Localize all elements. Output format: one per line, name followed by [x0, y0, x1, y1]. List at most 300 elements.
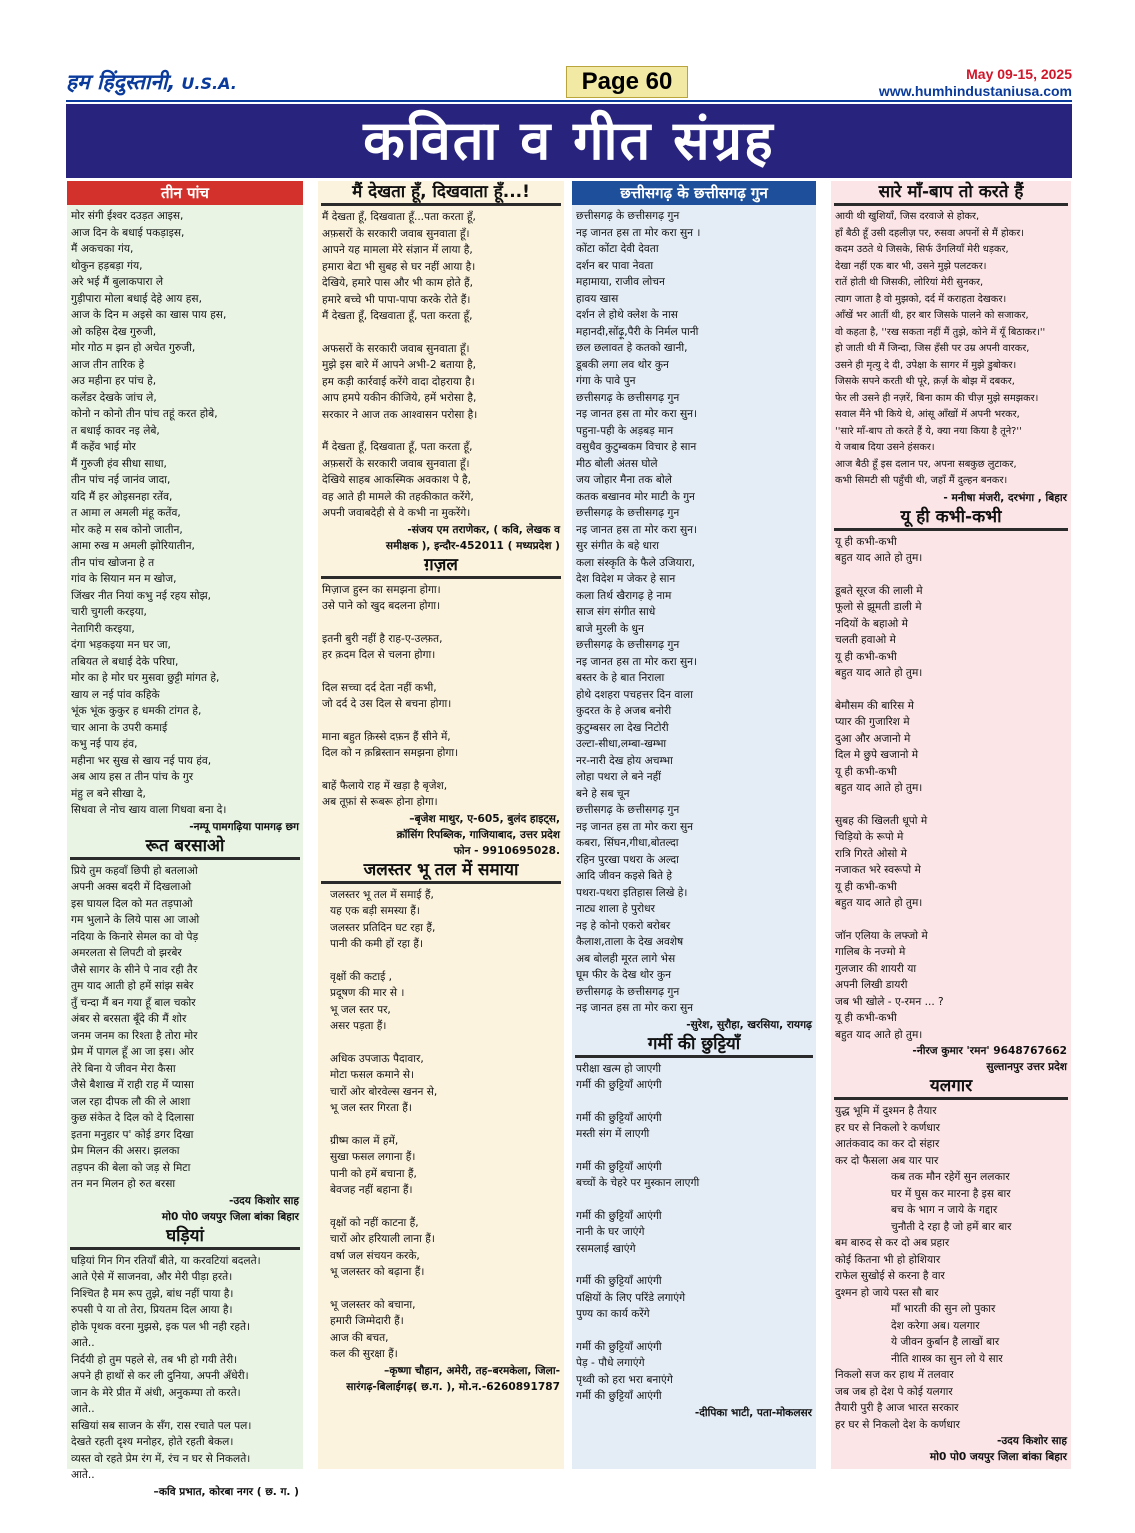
poem-line: आमा रुख म अमली झोरियातीन,	[71, 540, 195, 552]
poem-line: हाँ बैठी हूँ उसी दहलीज़ पर, रुसवा अपनों से मैं होकर।	[835, 227, 1024, 239]
poem-line: कला तिर्थ खैरागढ़ हे नाम	[576, 589, 672, 602]
poem-line: गर्मी की छुट्टियाँ आएंगी	[576, 1340, 662, 1353]
poem-line: खाय ल नई पांव कहिके	[71, 688, 160, 701]
poem-line: मैं गुरुजी हंव सीधा साधा,	[71, 457, 167, 470]
poem-line: उसे पाने को खुद बदलना होगा।	[322, 600, 441, 612]
poem-line: मैं कहेंव भाई मोर	[71, 441, 136, 453]
poem-line: आते..	[71, 1337, 95, 1349]
poem-line	[330, 1117, 560, 1133]
poem-line: भू जल स्तर गिरता हैं।	[330, 1102, 412, 1114]
poem-author: - मनीषा मंजरी, दरभंगा , बिहार	[943, 491, 1067, 504]
poem-line: अपने ही हाथों से कर ली दुनिया, अपनी अँधेरी।	[71, 1370, 249, 1382]
poem-title: छत्तीसगढ़ के छत्तीसगढ़ गुन	[572, 181, 816, 205]
poem-author-address: समीक्षक ), इन्दौर-452011 ( मध्यप्रदेश )	[385, 539, 560, 552]
poem-line: प्रेम में पागल हूँ आ जा इस। ओर	[71, 1046, 194, 1058]
poem-line: गर्मी की छुट्टियाँ आएंगी	[576, 1275, 662, 1287]
poem-line: हमारा बेटा भी सुबह से घर नहीं आया है।	[322, 260, 476, 273]
poem-line: छल छलावत हे कतको खानी,	[576, 342, 688, 354]
poem-line: मीठ बोली अंतस घोले	[576, 457, 658, 470]
poem-body	[831, 531, 1071, 1044]
poem-line: कभु नई पाय हंव,	[71, 738, 138, 750]
poem-line: भू जल स्तर पर,	[330, 1003, 391, 1016]
poem-line: प्रिये तुम कहवाँ छिपी हो बतलाओ	[71, 864, 198, 877]
poem-line: बाहें फैलाये राह में खड़ा है बृजेश,	[322, 779, 448, 792]
poem-line: तीन पांच नई जानंव जादा,	[71, 474, 171, 486]
poem-line: गुलजार की शायरी या	[835, 962, 917, 975]
poem-line: चुनौती दे रहा है जो हमें बार बार	[891, 1220, 1012, 1233]
poem-line: अपनी जवाबदेही से वे कभी ना मुकरेंगे।	[322, 507, 471, 519]
poem-line: मोर गोठ म झन हो अचेत गुरुजी,	[71, 342, 196, 354]
poem-author-address: सारंगढ़-बिलाईगढ़( छ.ग. ), मो.न.-6260891787	[346, 1380, 560, 1393]
poem-line: सिधवा ले नोच खाय वाला गिधवा बना दे।	[71, 804, 227, 816]
poem-line: कोई कितना भी हो होशियार	[835, 1253, 941, 1266]
column-2	[318, 181, 564, 1469]
poem-line: वो कहता है, ''रख सकता नहीं मैं तुझे, कोने में यूँ बिठाकर।''	[835, 326, 1046, 338]
poem-author: –बृजेश माथुर, ए-605, बुलंद हाइट्स,	[409, 812, 560, 825]
poem-line: नइ जानत हस ता मोर करा सुन ।	[576, 226, 701, 239]
poem-author: -संजय एम तराणेकर, ( कवि, लेखक व	[407, 523, 560, 536]
poem-line: कोनो न कोनो तीन पांच तहूं करत होबे,	[71, 408, 218, 420]
poem-line: तीन पांच खोजना हे त	[71, 556, 155, 569]
poem-line: कुटुम्बसर ला देख निटोरी	[576, 721, 669, 734]
poem-line: बच्चों के चेहरे पर मुस्कान लाएगी	[576, 1177, 700, 1189]
poem-title: गर्मी की छुट्टियाँ	[575, 1033, 813, 1058]
poem-line: छत्तीसगढ़ के छत्तीसगढ़ गुन	[576, 210, 680, 222]
poem-line: त आमा ल अमली मंहू कतेंव,	[71, 507, 181, 519]
poem-line	[835, 797, 1067, 813]
poem-line: छत्तीसगढ़ के छत्तीसगढ़ गुन	[576, 391, 680, 404]
section-banner: कविता व गीत संग्रह	[66, 104, 1072, 178]
poem-line: साज संग संगीत साधे	[576, 606, 656, 618]
poem-line: चारों ओर बोरवेल्स खनन से,	[330, 1085, 438, 1098]
poem-line: हमारे बच्चे भी पापा-पापा करके रोते हैं।	[322, 293, 471, 306]
poem-line: कब तक मौन रहेगें सुन ललकार	[891, 1171, 1010, 1183]
poem-line: आते..	[71, 1469, 95, 1481]
poem-line: महानदी,सोंढ़ू,पैरी के निर्मल पानी	[576, 325, 699, 338]
poem-author-address: सुल्तानपुर उत्तर प्रदेश	[986, 1061, 1067, 1073]
poem-title: यू ही कभी-कभी	[834, 506, 1068, 531]
poem-author: -दीपिका भाटी, पता-मोकलसर	[694, 1406, 812, 1419]
poem-line: तुम याद आती हो हमें सांझ सबेर	[71, 980, 194, 992]
poem-line: प्रदूषण की मार से ।	[330, 987, 405, 999]
poem-line: कल की सुरक्षा हैं।	[330, 1348, 398, 1360]
poem-line: गुड़ीपारा मोला बधाई देहे आय हस,	[71, 292, 202, 305]
poem-line: कला संस्कृति के फैले उजियारा,	[576, 556, 695, 569]
poem-line: जब भी खोले - ए-रमन ... ?	[835, 995, 944, 1008]
poem-line: आपने यह मामला मेरे संज्ञान में लाया है,	[322, 244, 473, 256]
poem-line: बम बारुद से कर दो अब प्रहार	[835, 1237, 950, 1249]
poem-line: छत्तीसगढ़ के छत्तीसगढ़ गुन	[576, 985, 680, 998]
poem-line: दर्शन ले होथे क्लेश के नास	[576, 309, 678, 321]
poem-line: तन मन मिलन हो रुत बरसा	[71, 1178, 176, 1190]
poem-author-phone: फोन - 9910695028.	[453, 844, 560, 857]
poem-line: सुबह की खिलती धूपो मे	[835, 814, 928, 827]
date-block	[879, 66, 1072, 99]
poem-line: हम कड़ी कार्रवाई करेंगे वादा दोहराया है।	[322, 375, 475, 388]
poem-line: अमरलता से लिपटी वो झरबेर	[71, 947, 182, 959]
poem-line: मैं देखता हूँ, दिखवाता हूँ, पता करता हूँ,	[322, 310, 473, 322]
poem-line: हमारी जिम्मेदारी हैं।	[330, 1315, 404, 1327]
column-3	[572, 181, 816, 1469]
header-rule	[66, 100, 1072, 102]
poem-line: हावय खास	[576, 292, 619, 305]
poem-line: आते..	[71, 1403, 95, 1415]
poem-line: नइ जानत हस ता मोर करा सुन	[576, 1002, 694, 1014]
poem-line: आप हमपे यकीन कीजिये, हमें भरोसा है,	[322, 392, 477, 404]
masthead-usa: U.S.A.	[181, 74, 237, 93]
poem-line: मस्ती संग में लाएगी	[576, 1128, 650, 1140]
poem-line: दिल सच्चा दर्द देता नहीं कभी,	[322, 681, 437, 694]
poem-body	[318, 884, 564, 1363]
poem-line: दुश्मन हो जाये पस्त सौ बार	[835, 1286, 939, 1299]
poem-line: पानी की कमी हों रहा हैं।	[330, 938, 424, 950]
poem-line: मंहु ल बने सीखा दे,	[71, 787, 146, 800]
poem-body	[831, 1100, 1071, 1433]
poem-line: सुर संगीत के बहे धारा	[576, 540, 660, 552]
poem-line: ग्रीष्म काल में हमें,	[330, 1134, 399, 1147]
poem-line: वर्षा जल संचयन करके,	[330, 1249, 420, 1262]
poem-line: दर्शन बर पावा नेवता	[576, 259, 654, 272]
issue-date: May 09-15, 2025	[966, 66, 1072, 82]
poem-line: अपनी अक्स बदरी में दिखलाओ	[71, 881, 192, 893]
poem-body	[572, 1058, 816, 1405]
poem-line: गम भुलाने के लिये पास आ जाओ	[71, 914, 200, 926]
poem-line: रुपसी पे या तो तेरा, प्रियतम दिल आया है।	[71, 1304, 233, 1316]
poem-line: रातें होती थी जिसकी, लोरियां मेरी सुनकर,	[835, 277, 984, 288]
poem-line: बहुत याद आते हो तुम।	[835, 552, 923, 564]
page-number: Page 60	[566, 66, 688, 98]
poem-line: तैयारी पुरी है आज भारत सरकार	[835, 1402, 959, 1414]
poem-line: पानी को हमें बचाना हैं,	[330, 1167, 417, 1180]
poem-author-address: मो0 पो0 जयपुर जिला बांका बिहार	[161, 1210, 299, 1223]
poem-line: यू ही कभी-कभी	[835, 880, 897, 893]
poem-line: निकलो सज कर हाथ में तलवार	[835, 1369, 954, 1381]
poem-line: नइ हे कोनो एकरो बरोबर	[576, 919, 671, 932]
poem-line: हर घर से निकलो देश के कर्णधार	[835, 1418, 960, 1431]
poem-line: बहुत याद आते हो तुम।	[835, 667, 923, 679]
poem-line: व्यस्त वो रहते प्रेम रंग में, रंच न घर से निकलते।	[71, 1452, 251, 1465]
poem-line: जिंखर नीत नियां कभु नई रहय सोझ,	[71, 589, 212, 602]
poem-title: मैं देखता हूँ, दिखवाता हूँ...!	[321, 181, 561, 206]
poem-author: –कृष्णा चौहान, अमेरी, तह–बरमकेला, जिला-	[384, 1364, 560, 1377]
poem-line: मैं देखता हूँ, दिखवाता हूँ, पता करता हूँ,	[322, 441, 473, 453]
poem-line: वसुधैव कुटुम्बकम विचार हे सान	[576, 441, 697, 453]
poem-line: रात्रि गिरते ओसो मे	[835, 847, 907, 860]
poem-line: अब आय हस त तीन पांच के गुर	[71, 771, 194, 783]
poem-line: नदियों के बहाओ मे	[835, 617, 908, 630]
masthead	[66, 68, 237, 96]
poem-line: घूम फीर के देख थोर कुन	[576, 969, 671, 981]
poem-line: रहिन पुरखा पथरा के अल्दा	[576, 853, 679, 866]
poem-line: डूबकी लगा लव थोर कुन	[576, 358, 669, 371]
poem-line: यू ही कभी-कभी	[835, 1012, 897, 1024]
poem-line: इतनी बुरी नहीं है राह-ए-उल्फ़त,	[322, 632, 443, 645]
poem-line: नजाकत भरे स्वरूपो मे	[835, 864, 921, 876]
poem-line: छत्तीसगढ़ के छत्तीसगढ़ गुन	[576, 804, 680, 816]
poem-line: त बधाई कावर नइ लेबे,	[71, 424, 160, 437]
poem-line: पुण्य का कार्य करेंगे	[576, 1308, 650, 1320]
poem-line: आते ऐसे में साजनवा, और मेरी पीड़ा हरते।	[71, 1271, 233, 1283]
poem-line: कबरा, सिंघन,गीधा,बोतल्दा	[576, 837, 679, 849]
poem-line: गर्मी की छुट्टियाँ आएंगी	[576, 1079, 662, 1091]
poem-line: आज बैठी हूँ इस दलान पर, अपना सबकुछ लुटाकर,	[835, 458, 1017, 470]
poem-line: कैलाश,ताला के देख अवशेष	[576, 936, 684, 948]
poem-line: उल्टा-सीधा,लम्बा-खम्भा	[576, 738, 667, 750]
poem-line: मोर का हे मोर घर मुसवा छुट्टी मांगत हे,	[71, 672, 220, 684]
poem-line: नानी के घर जाएंगे	[576, 1226, 645, 1238]
poem-line: तड़पन की बेला को जड़ से मिटा	[71, 1161, 191, 1174]
poem-line: थोकुन हड़बड़ा गंय,	[71, 259, 143, 272]
poem-title: तीन पांच	[67, 181, 303, 205]
poem-line: जॉन एलिया के लफ्जो मे	[835, 929, 928, 942]
poem-line: घड़ियां गिन गिन रतियाँ बीते, या करवटियां बदलते।	[71, 1254, 261, 1267]
poem-line: बहुत याद आते हो तुम।	[835, 897, 923, 909]
poem-line: देखिये, हमारे पास और भी काम होते हैं,	[322, 277, 474, 289]
poem-line: भूंक भूंक कुकुर ह धमकी टांगत हे,	[71, 705, 202, 717]
poem-title: ग़ज़ल	[321, 554, 561, 579]
poem-line: उसने ही मृत्यु दे दी, उपेक्षा के सागर में मुझे डुबोकर।	[835, 359, 1017, 371]
website-link[interactable]: www.humhindustaniusa.com	[878, 83, 1072, 99]
poem-title: सारे माँ-बाप तो करते हैं	[834, 181, 1068, 206]
poem-line: हर क़दम दिल से चलना होगा।	[322, 649, 436, 661]
poem-line: अफसरों के सरकारी जवाब सुनवाता हूँ।	[322, 342, 470, 355]
poem-author-address: क्रॉसिंग रिपब्लिक, गाजियाबाद, उत्तर प्रदेश	[396, 828, 560, 841]
poem-body	[318, 579, 564, 811]
poem-title: यलगार	[834, 1075, 1068, 1100]
poem-line: तुँ चन्दा मैं बन गया हूँ बाल चकोर	[71, 996, 196, 1009]
poem-line: गालिब के नज्मो मे	[835, 946, 906, 958]
poem-line: देश विदेश म जेकर हे सान	[576, 573, 676, 585]
poem-body	[67, 1250, 303, 1484]
poem-line: युद्ध भूमि में दुश्मन है तैयार	[835, 1105, 937, 1117]
poem-line: ये जीवन कुर्बान है लाखों बार	[891, 1336, 1000, 1348]
poem-line: अब तूफ़ां से रूबरू होना होगा।	[322, 796, 438, 808]
poem-line: रसमलाई खाएंगे	[576, 1242, 636, 1255]
poem-line: अउ महीना हर पांच हे,	[71, 375, 157, 387]
poem-line: बस्तर के हे बात निराला	[576, 672, 665, 684]
poem-line: वृक्षों को नहीं काटना हैं,	[330, 1216, 419, 1229]
poem-line: आज दिन के बधाई पकड़ाइस,	[71, 226, 185, 239]
poem-line: चार आना के उपरी कमाई	[71, 721, 168, 734]
poem-line: मोटा फसल कमाने से।	[330, 1069, 415, 1081]
poem-line: चिड़ियो के रूपो मे	[835, 831, 904, 843]
poem-line	[322, 423, 560, 439]
poem-line: दिल को न क़ब्रिस्तान समझना होगा।	[322, 747, 459, 759]
poem-line: जय जोहार मैना तक बोले	[576, 474, 672, 486]
poem-line: मैं देखता हूँ, दिखवाता हूँ...पता करता हूँ,	[322, 211, 476, 223]
poem-line: इतना मनुहार प' कोई डगर दिखा	[71, 1128, 194, 1141]
poem-author: -उदय किशोर साह	[228, 1194, 299, 1207]
poem-line: बेवजह नहीं बहाना हैं।	[330, 1184, 413, 1196]
poem-line: अफ़सरों के सरकारी जवाब सुनवाता हूँ।	[322, 227, 470, 240]
poem-line: हो जाती थी मैं जिन्दा, जिस हँसी पर उम्र अपनी वारकर,	[835, 343, 1030, 354]
poem-title: जलस्तर भू तल में समाया	[321, 859, 561, 884]
poem-line: असर पड़ता हैं।	[330, 1020, 387, 1032]
poem-line: सुखा फसल लगाना हैं।	[330, 1151, 416, 1163]
poem-line: नइ जानत हस ता मोर करा सुन।	[576, 655, 698, 668]
poem-body	[831, 206, 1071, 490]
poem-line: निश्चित है मम रूप तुझे, बांध नहीं पाया है।	[71, 1287, 234, 1300]
poem-line	[330, 1199, 560, 1215]
poem-line: यदि मैं हर ओइसनहा रतेंव,	[71, 490, 173, 503]
poem-line: जैसे बैशाख में राही राह में प्यासा	[71, 1079, 194, 1091]
poem-author-address: मो0 पो0 जयपुर जिला बांका बिहार	[929, 1451, 1067, 1463]
poem-line: भू जलस्तर को बढ़ाना हैं।	[330, 1266, 425, 1278]
poem-line	[835, 682, 1067, 698]
poem-line: दिल मे छुपे खजानो मे	[835, 749, 919, 761]
poem-line: कभी सिमटी सी पहुँची थी, जहाँ मैं दुल्हन बनकर।	[835, 475, 1008, 486]
poem-line: मैं अकचका गंय,	[71, 243, 134, 255]
poem-line: लोहा पथरा ले बने नहीं	[576, 771, 661, 783]
poem-line: आयी थी खुशियाँ, जिस दरवाजे से होकर,	[835, 211, 980, 222]
poem-line	[330, 953, 560, 969]
poem-line	[322, 325, 560, 341]
poem-line: अब बोलही मूरत लागे भेस	[576, 952, 676, 965]
poem-line: नेतागिरी करइया,	[71, 622, 135, 635]
column-1	[67, 181, 303, 1498]
poem-line: कदम उठते थे जिसके, सिर्फ उँगलियाँ मेरी धड़कर,	[835, 244, 1009, 255]
poem-line: होथे दशहरा पचहत्तर दिन वाला	[576, 688, 693, 701]
poem-line: पहुना-पही के अड़बड़ मान	[576, 424, 674, 437]
poem-line: छत्तीसगढ़ के छत्तीसगढ़ गुन	[576, 639, 680, 651]
poem-line	[330, 1035, 560, 1051]
poem-line: मोर कहे म सब कोनो जातीन,	[71, 523, 183, 536]
poem-line: कतक बखानव मोर माटी के गुन	[576, 490, 695, 503]
poem-line: कोंटा कोंटा देवी देवता	[576, 243, 659, 255]
poem-line: बेमौसम की बारिस मे	[835, 699, 914, 712]
poem-line: जब जब हो देश पे कोई यलगार	[835, 1385, 953, 1398]
poem-line	[322, 615, 560, 631]
poem-line: बच के भाग न जाये के गद्दार	[891, 1204, 998, 1216]
poem-line: चारी चुगली करइया,	[71, 606, 147, 618]
poem-line: बाजे मुरली के धुन	[576, 622, 644, 635]
poem-line: तबियत ले बधाई देके परिघा,	[71, 655, 179, 668]
poem-author: -नीरज कुमार 'रमन' 9648767662	[912, 1045, 1067, 1057]
poem-body	[67, 860, 303, 1193]
poem-line: सरकार ने आज तक आश्वासन परोसा है।	[322, 408, 478, 421]
poem-line: जो दर्द दे उस दिल से बचना होगा।	[322, 698, 452, 710]
poem-line: बहुत याद आते हो तुम।	[835, 1028, 923, 1041]
poem-line: आज तीन तारिक हे	[71, 358, 145, 371]
poem-line: वह आते ही मामले की तहकीकात करेंगे,	[322, 490, 474, 503]
poem-body	[318, 206, 564, 522]
poem-author: -नम्पू पामगढ़िया पामगढ़ छग	[189, 820, 299, 833]
poem-line: प्यार की गुजारिश मे	[835, 716, 910, 728]
poem-line: अधिक उपजाऊ पैदावार,	[330, 1052, 424, 1065]
poem-line: गंगा के पावे पुन	[576, 375, 636, 387]
poem-line: अरे भई मैं बुलाकपारा ले	[71, 276, 164, 288]
poem-line: जान के मेरे प्रीत में अंधी, अनुकम्पा तो करते।	[71, 1386, 241, 1399]
poem-line: महामाया, राजीव लोचन	[576, 276, 665, 288]
poem-line: नइ जानत हस ता मोर करा सुन	[576, 820, 694, 833]
poem-line: कुदरत के हे अजब बनोरी	[576, 705, 672, 717]
poem-line: अंबर से बरसता बूँदे की मैं शोर	[71, 1013, 187, 1025]
poem-author: -सुरेश, सुरौहा, खरसिया, रायगढ़	[686, 1018, 812, 1031]
poem-line: पृथ्वी को हरा भरा बनाएंगे	[576, 1373, 673, 1386]
masthead-title: हम हिंदुस्तानी,	[66, 70, 176, 94]
poem-line	[576, 1323, 812, 1339]
poem-line: नाट्य शाला हे पुरोधर	[576, 903, 655, 915]
poem-line: जिसके सपने करती थी पूरे, क़र्ज़ के बोझ में दबकर,	[835, 376, 1015, 387]
poem-line: कुछ संकेत दे दिल को दे दिलासा	[71, 1112, 194, 1124]
poem-line: देखिये साहब आकस्मिक अवकाश पे है,	[322, 474, 471, 486]
poem-line: सखियां सब साजन के सँग, रास रचाते पल पल।	[71, 1419, 252, 1432]
poem-line: यू ही कभी-कभी	[835, 650, 897, 663]
poem-line: जल रहा दीपक लौ की ले आशा	[71, 1095, 191, 1108]
poem-line: आज की बचत,	[330, 1331, 389, 1344]
poem-line: जलस्तर प्रतिदिन घट रहा हैं,	[330, 921, 436, 934]
poem-line: देश करेगा अब। यलगार	[891, 1319, 980, 1332]
poem-line: मुझे इस बारे में आपने अभी-2 बताया है,	[322, 359, 477, 371]
poem-line	[576, 1257, 812, 1273]
poem-line	[835, 912, 1067, 928]
poem-line: बहुत याद आते हो तुम।	[835, 782, 923, 794]
poem-line: गर्मी की छुट्टियाँ आएंगी	[576, 1160, 662, 1173]
poem-line: जनम जनम का रिश्ता है तोरा मोर	[71, 1029, 198, 1042]
poem-line: यू ही कभी-कभी	[835, 535, 897, 548]
poem-line: यह एक बड़ी समस्या हैं।	[330, 905, 420, 917]
poem-line: प्रेम मिलन की असर। झलका	[71, 1145, 180, 1157]
poem-line: ये जबाब दिया उसने हंसकर।	[835, 442, 935, 453]
poem-line: मोर संगी ईश्वर दउड़त आइस,	[71, 210, 184, 222]
poem-line: हर घर से निकलो रे कर्णधार	[835, 1121, 940, 1134]
poem-line: गर्मी की छुट्टियाँ आएंगी	[576, 1390, 662, 1402]
poem-line: माँ भारती की सुन लो पुकार	[891, 1303, 996, 1315]
poem-line: भू जलस्तर को बचाना,	[330, 1298, 416, 1311]
poem-line: पेड़ - पौधे लगाएंगे	[576, 1357, 645, 1369]
poem-line: दंगा भड़कइया मन घर जा,	[71, 639, 171, 651]
poem-line	[835, 567, 1067, 583]
poem-line: निर्दयी हो तुम पहले से, तब भी हो गयी तेरी।	[71, 1353, 238, 1366]
poem-body	[67, 205, 303, 819]
poem-line: पक्षियों के लिए परिंडे लगाएंगे	[576, 1291, 686, 1304]
poem-line: गांव के सियान मन म खोज,	[71, 573, 177, 585]
poem-line: गर्मी की छुट्टियाँ आएंगी	[576, 1111, 662, 1124]
poem-line: होके पृथक वरना मुझसे, इक पल भी नही रहते।	[71, 1320, 251, 1333]
poem-line: पथरा-पथरा इतिहास लिखे हे।	[576, 886, 688, 899]
poem-line: राफेल सुखोई से करना है वार	[835, 1270, 945, 1282]
poem-line: आँखें भर आतीं थी, हर बार जिसके पालने को सजाकर,	[835, 310, 1029, 321]
poem-line: चलती हवाओ मे	[835, 634, 896, 646]
poem-line: घर में घुस कर मारना है इस बार	[891, 1187, 1011, 1200]
poem-title: रूत बरसाओ	[70, 835, 300, 860]
poem-line	[576, 1094, 812, 1110]
poem-line: फूलो से झूमती डाली मे	[835, 601, 922, 613]
poem-line: वृक्षों की कटाई ,	[330, 970, 392, 983]
poem-line: नदिया के किनारे सेमल का वो पेड़	[71, 930, 199, 943]
poem-line: कलेंडर देखके जांच ले,	[71, 391, 157, 404]
poem-line: फेर ली उसने ही नज़रें, बिना काम की चीज़ मुझे समझकर।	[835, 392, 1039, 404]
poem-author: -उदय किशोर साह	[996, 1435, 1067, 1447]
poem-line	[576, 1143, 812, 1159]
poem-line: आतंकवाद का कर दो संहार	[835, 1138, 940, 1150]
poem-line: ओ कहिस देख गुरुजी,	[71, 325, 157, 338]
poem-line: देखते रहती दृश्य मनोहर, होते रहती बेकल।	[71, 1436, 234, 1448]
poem-line: आज के दिन म अइसे का खास पाय हस,	[71, 309, 227, 321]
poem-line: जलस्तर भू तल में समाई हैं,	[330, 888, 434, 901]
poem-line: महीना भर सुख से खाय नई पाय हंव,	[71, 754, 212, 767]
poem-line: गर्मी की छुट्टियाँ आएंगी	[576, 1209, 662, 1222]
poem-line: यू ही कभी-कभी	[835, 765, 897, 778]
poem-line: नइ जानत हस ता मोर करा सुन।	[576, 408, 698, 420]
poem-line: देखा नहीं एक बार भी, उसने मुझे पलटकर।	[835, 260, 987, 272]
poem-line: त्याग जाता है वो मुझको, दर्द में कराहता देखकर।	[835, 293, 1007, 305]
poem-line: बने हे सब चून	[576, 787, 630, 800]
poem-line: नर-नारी देख होय अचम्भा	[576, 754, 673, 767]
poem-line: डूबते सूरज की लाली मे	[835, 584, 923, 597]
poem-line: ''सारे माँ-बाप तो करते हैं ये, क्या नया किया है तूने?''	[835, 425, 1022, 437]
poem-line	[330, 1281, 560, 1297]
